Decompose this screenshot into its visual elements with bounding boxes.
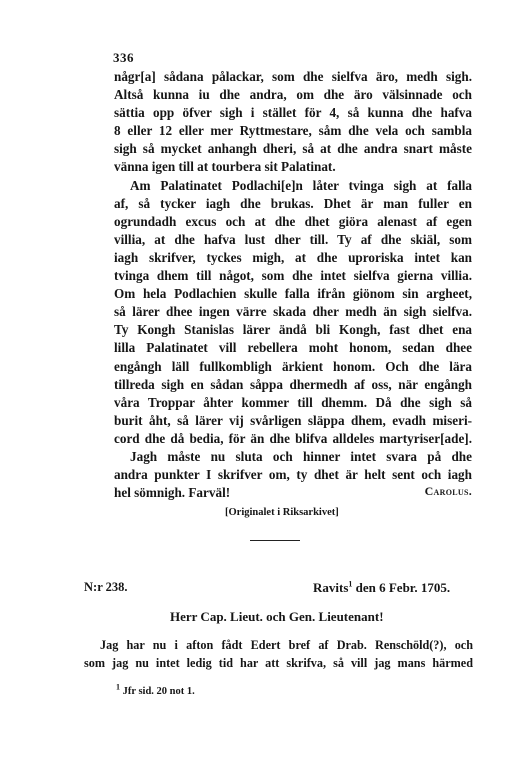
text-line: lilla Palatinatet vill rebellera moht honom, sedan dhee [114, 340, 472, 356]
text-line: så lärer dhee ingen värre skada dher medh än sigh sielfva. [114, 304, 472, 320]
text-line: våra Troppar åhter kommer till dhemm. Då dhe sigh så [114, 394, 472, 410]
text-line: tvinga dhem till något, som dhe intet sielfva gierna villia. [114, 268, 472, 284]
text-line: af, så tycker iagh dhe brukas. Dhet är man fuller en [114, 195, 472, 211]
text-line: hel sömnigh. Farväl! [114, 485, 231, 501]
text-line: Jagh måste nu sluta och hinner intet svara på dhe [130, 448, 472, 464]
text-line: andra punkter I skrifver om, ty dhet är helt sent och iagh [114, 467, 472, 483]
letter-body [84, 636, 473, 672]
text-line: Am Palatinatet Podlachi[e]n låter tvinga sigh at falla [130, 177, 472, 193]
text-line: engångh läll fullkombligh ärkient honom. Och dhe lära [114, 358, 472, 374]
archive-note: [Originalet i Riksarkivet] [225, 507, 339, 518]
text-line: någr[a] sådana pålackar, som dhe sielfva äro, medh sigh. [114, 69, 472, 84]
text-line: Om hela Podlachien skulle falla ifrån giönom sin argheet, [114, 286, 472, 302]
text-line: tillreda sigh en sådan såppa dhermedh af oss, när engångh [114, 376, 472, 392]
text-line: burit åht, så lärer vij svårligen släppa dhem, evadh miseri- [114, 412, 472, 428]
footnote-marker: 1 [348, 579, 353, 589]
letter-number: N:r 238. [84, 580, 128, 594]
footnote-text: Jfr sid. 20 not 1. [120, 686, 195, 697]
dateline [313, 580, 450, 596]
page-number: 336 [113, 50, 134, 65]
text-line: vänna igen till at tourbera sit Palatinat. [114, 159, 336, 175]
salutation: Herr Cap. Lieut. och Gen. Lieutenant! [170, 609, 384, 624]
text-line: Jag har nu i afton fådt Edert bref af Drab. Renschöld(?), och [100, 638, 473, 652]
text-line: iagh skrifver, tyckes migh, at dhe uproriska intet kan [114, 249, 472, 265]
signature: Carolus. [424, 484, 472, 498]
text-line: 8 eller 12 eller mer Ryttmestare, såm dhe vela och sambla [114, 123, 472, 139]
dateline-date: den 6 Febr. 1705. [352, 580, 451, 595]
text-line: ogrundadh excus och at dhe dhet giöra alenast af egen [114, 213, 472, 229]
footnote-marker: 1 [116, 682, 120, 692]
text-line: som jag nu intet ledig tid har att skrifva, så vill jag mans härmed [84, 656, 473, 671]
text-line: sigh så mycket anhangh dheri, så at dhe andra snart måste [114, 141, 472, 157]
text-line: villia, at dhe hafva lust dher till. Ty af dhe skiäl, som [114, 231, 472, 247]
text-line: sättia opp öfver sigh i stället för 4, så kunna dhe hafva [114, 105, 472, 121]
text-line: Altså kunna iu dhe andra, om dhe äro välsinnade och [114, 87, 472, 103]
section-divider [250, 540, 300, 541]
footnote [116, 682, 195, 697]
text-line: cord dhe då bedia, för än dhe blifva alldeles martyriser[ade]. [114, 430, 472, 446]
letter-text-continued [114, 68, 472, 502]
dateline-place: Ravits [313, 580, 349, 595]
text-line: Ty Kongh Stanislas lärer ändå bli Kongh, fast dhet ena [114, 322, 472, 338]
